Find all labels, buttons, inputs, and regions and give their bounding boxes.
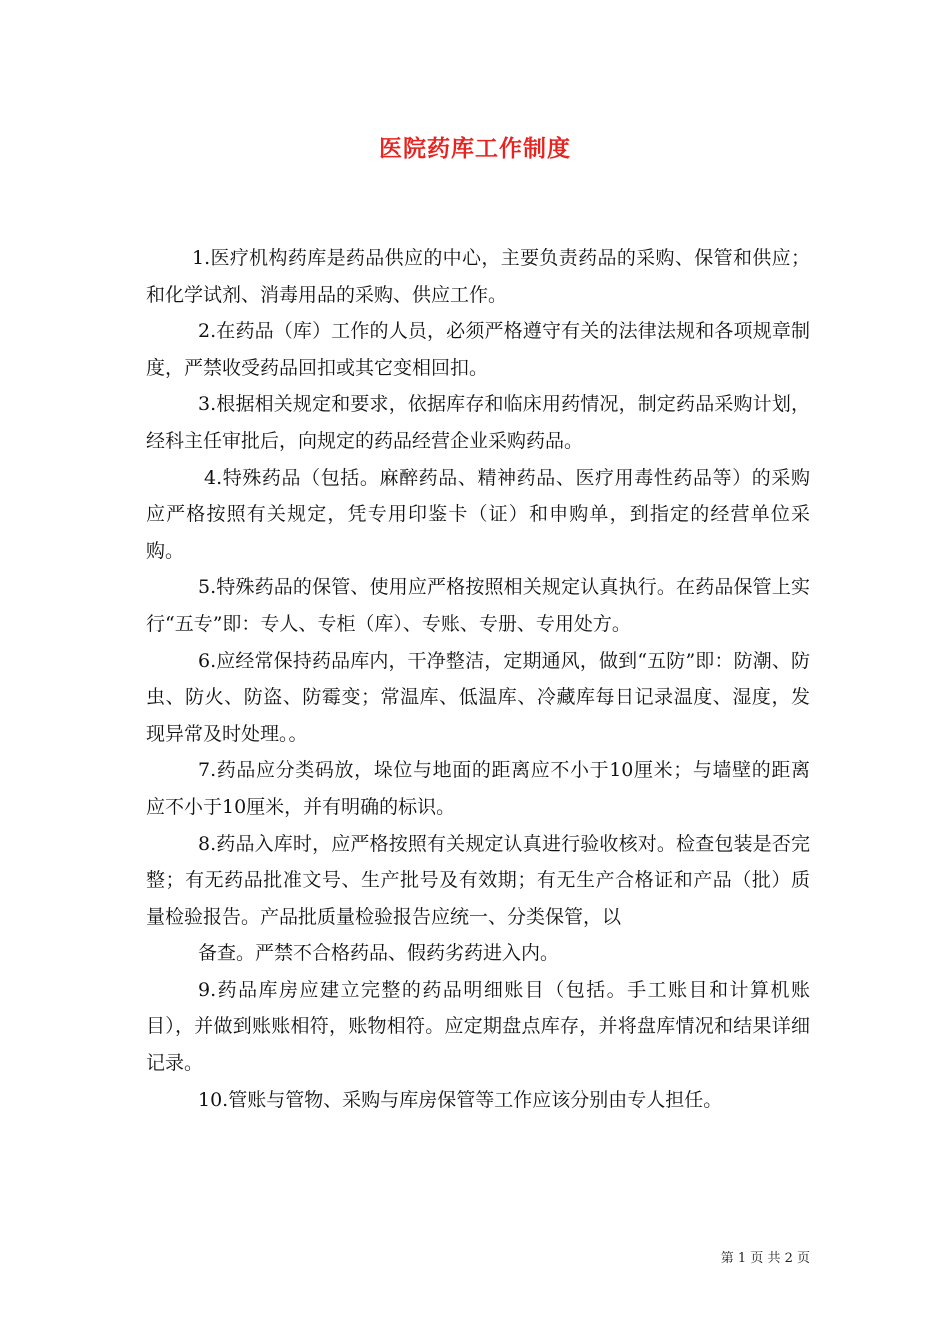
paragraph-3: 3.根据相关规定和要求，依据库存和临床用药情况，制定药品采购计划，经科主任审批后，向规定的药品经营企业采购药品。 bbox=[146, 393, 810, 452]
paragraph-7: 7.药品应分类码放，垛位与地面的距离应不小于10厘米；与墙壁的距离应不小于10厘米，并有明确的标识。 bbox=[146, 759, 810, 818]
paragraph-10: 10.管账与管物、采购与库房保管等工作应该分别由专人担任。 bbox=[198, 1088, 723, 1111]
document-body bbox=[146, 240, 810, 1118]
document-title: 医院药库工作制度 bbox=[379, 135, 571, 162]
paragraph-4: 4.特殊药品（包括。麻醉药品、精神药品、医疗用毒性药品等）的采购应严格按照有关规定，凭专用印鉴卡（证）和申购单，到指定的经营单位采购。 bbox=[146, 466, 810, 562]
page-number: 第 1 页 共 2 页 bbox=[720, 1251, 810, 1266]
paragraph-2: 2.在药品（库）工作的人员，必须严格遵守有关的法律法规和各项规章制度，严禁收受药品回扣或其它变相回扣。 bbox=[146, 320, 810, 379]
paragraph-8: 8.药品入库时，应严格按照有关规定认真进行验收核对。检查包装是否完整；有无药品批准文号、生产批号及有效期；有无生产合格证和产品（批）质量检验报告。产品批质量检验报告应统一、分类保管，以 bbox=[146, 832, 810, 928]
paragraph-5: 5.特殊药品的保管、使用应严格按照相关规定认真执行。在药品保管上实行“五专”即：专人、专柜（库）、专账、专册、专用处方。 bbox=[146, 576, 810, 635]
paragraph-9: 9.药品库房应建立完整的药品明细账目（包括。手工账目和计算机账目），并做到账账相符，账物相符。应定期盘点库存，并将盘库情况和结果详细记录。 bbox=[146, 978, 810, 1075]
paragraph-6: 6.应经常保持药品库内，干净整洁，定期通风，做到“五防”即：防潮、防虫、防火、防盗、防霉变；常温库、低温库、冷藏库每日记录温度、湿度，发现异常及时处理。。 bbox=[146, 649, 810, 745]
paragraph-1: 1.医疗机构药库是药品供应的中心，主要负责药品的采购、保管和供应；和化学试剂、消毒用品的采购、供应工作。 bbox=[146, 247, 810, 306]
paragraph-8-continued: 备查。严禁不合格药品、假药劣药进入内。 bbox=[198, 942, 560, 965]
